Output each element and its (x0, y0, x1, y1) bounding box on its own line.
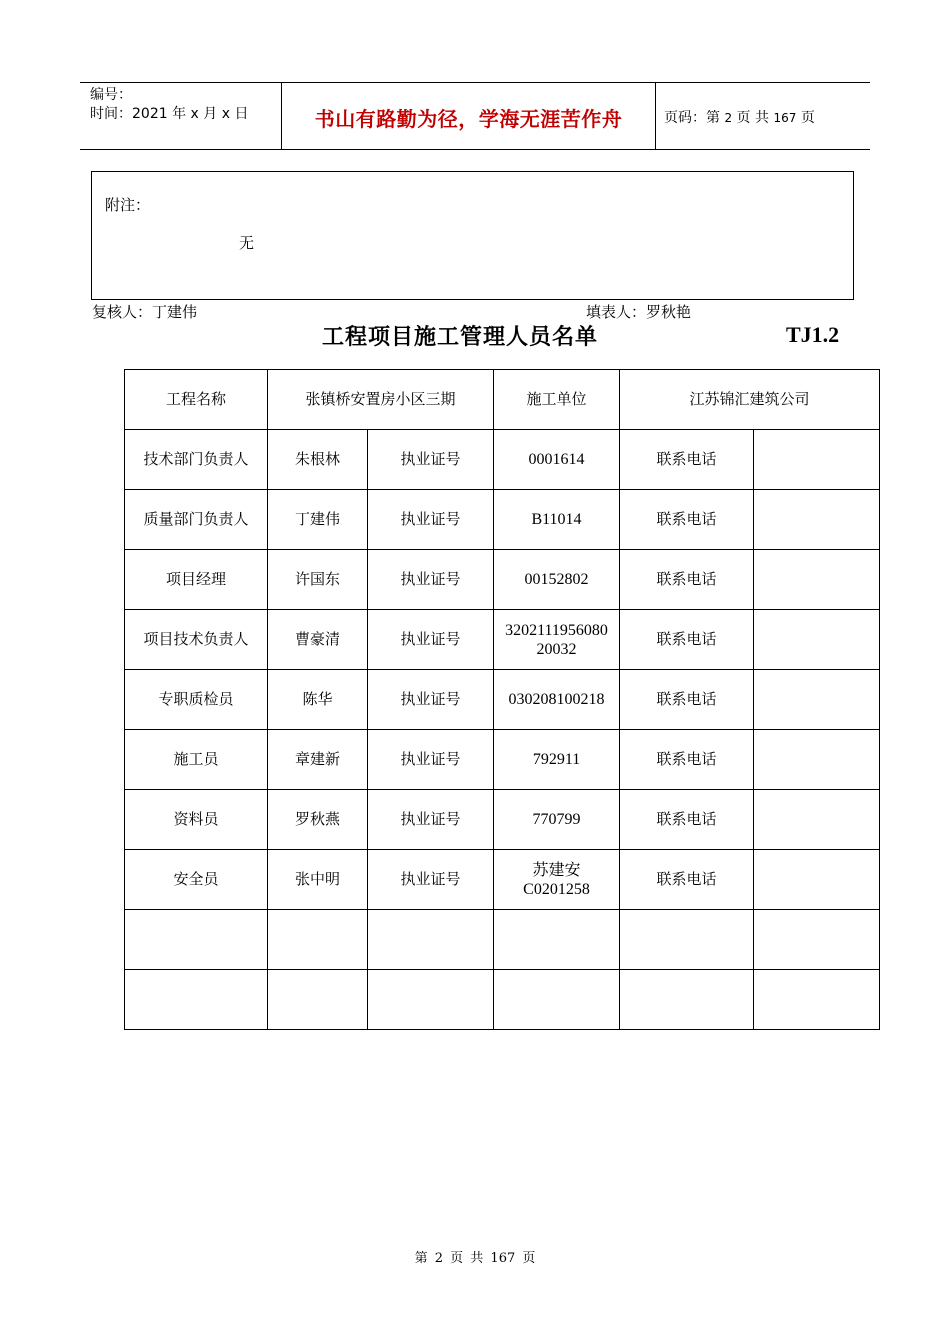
cert-number-line: 苏建安 (532, 861, 581, 879)
cert-number-line: 00152802 (524, 571, 589, 588)
cert-label-cell: 执业证号 (368, 610, 494, 670)
name-cell: 朱根林 (268, 430, 368, 490)
header-meta (90, 86, 248, 124)
name-cell: 丁建伟 (268, 490, 368, 550)
table-row (125, 790, 880, 850)
phone-label-cell: 联系电话 (620, 490, 754, 550)
header-bottom-rule (80, 149, 870, 150)
project-name-label: 工程名称 (125, 370, 268, 430)
phone-label-cell (620, 910, 754, 970)
role-cell: 施工员 (125, 730, 268, 790)
project-name-value: 张镇桥安置房小区三期 (268, 370, 494, 430)
phone-value-cell (754, 850, 880, 910)
table-row (125, 670, 880, 730)
phone-value-cell (754, 490, 880, 550)
name-cell: 曹豪清 (268, 610, 368, 670)
header-top-rule (80, 82, 870, 83)
name-cell: 陈华 (268, 670, 368, 730)
table-row (125, 850, 880, 910)
role-cell (125, 910, 268, 970)
page-total: 167 (773, 111, 797, 125)
form-code: TJ1.2 (786, 322, 840, 347)
cert-number-cell (494, 430, 620, 490)
cert-number-cell (494, 790, 620, 850)
page-prefix: 页码：第 (664, 110, 720, 126)
name-cell: 章建新 (268, 730, 368, 790)
cert-number-line: 0001614 (528, 451, 585, 468)
phone-value-cell (754, 550, 880, 610)
header-divider-right (655, 82, 656, 150)
page-current: 2 (724, 111, 733, 125)
cert-label-cell: 执业证号 (368, 850, 494, 910)
header-page-indicator (664, 107, 815, 127)
phone-label-cell: 联系电话 (620, 430, 754, 490)
role-cell: 资料员 (125, 790, 268, 850)
table-row (125, 910, 880, 970)
role-cell (125, 970, 268, 1030)
role-cell: 项目经理 (125, 550, 268, 610)
role-cell: 技术部门负责人 (125, 430, 268, 490)
role-cell: 质量部门负责人 (125, 490, 268, 550)
cert-label-cell (368, 970, 494, 1030)
table-row (125, 970, 880, 1030)
phone-label-cell: 联系电话 (620, 730, 754, 790)
role-cell: 安全员 (125, 850, 268, 910)
cert-number-line: 3202111956080 (505, 621, 608, 639)
cert-number-cell (494, 850, 620, 910)
name-cell: 罗秋燕 (268, 790, 368, 850)
reviewer-signature: 复核人：丁建伟 (92, 303, 198, 321)
phone-label-cell: 联系电话 (620, 550, 754, 610)
cert-number-line: B11014 (531, 511, 582, 528)
phone-value-cell (754, 910, 880, 970)
filler-signature: 填表人：罗秋艳 (586, 303, 692, 321)
note-box (91, 171, 854, 300)
cert-label-cell: 执业证号 (368, 670, 494, 730)
cert-label-cell: 执业证号 (368, 730, 494, 790)
cert-number-line: 770799 (532, 811, 581, 828)
page-mid: 页 共 (736, 110, 769, 126)
header-motto: 书山有路勤为径，学海无涯苦作舟 (314, 107, 623, 131)
name-cell: 张中明 (268, 850, 368, 910)
name-cell (268, 970, 368, 1030)
construction-unit-value: 江苏锦汇建筑公司 (620, 370, 880, 430)
cert-number-line: C0201258 (523, 880, 590, 898)
role-cell: 项目技术负责人 (125, 610, 268, 670)
phone-label-cell: 联系电话 (620, 850, 754, 910)
phone-label-cell: 联系电话 (620, 670, 754, 730)
staff-table (124, 369, 880, 1030)
cert-number-line: 792911 (532, 751, 581, 768)
cert-label-cell (368, 910, 494, 970)
page-suffix: 页 (800, 110, 815, 126)
name-cell (268, 910, 368, 970)
cert-number-cell (494, 730, 620, 790)
cert-number-cell (494, 490, 620, 550)
phone-label-cell (620, 970, 754, 1030)
cert-number-cell (494, 670, 620, 730)
note-value: 无 (239, 234, 255, 252)
serial-label: 编号： (90, 87, 132, 103)
staff-table-body (125, 370, 880, 1030)
phone-value-cell (754, 790, 880, 850)
phone-value-cell (754, 430, 880, 490)
name-cell: 许国东 (268, 550, 368, 610)
cert-label-cell: 执业证号 (368, 490, 494, 550)
time-line: 时间：2021 年 x 月 x 日 (90, 106, 249, 122)
phone-label-cell: 联系电话 (620, 610, 754, 670)
document-title: 工程项目施工管理人员名单 (322, 325, 599, 350)
phone-value-cell (754, 730, 880, 790)
construction-unit-label: 施工单位 (494, 370, 620, 430)
cert-number-cell (494, 910, 620, 970)
cert-number-cell (494, 610, 620, 670)
phone-value-cell (754, 610, 880, 670)
cert-number-line: 030208100218 (508, 691, 605, 708)
page-footer: 第 2 页 共 167 页 (414, 1251, 536, 1266)
table-row (125, 730, 880, 790)
cert-label-cell: 执业证号 (368, 550, 494, 610)
cert-number-cell (494, 550, 620, 610)
project-row (125, 370, 880, 430)
phone-value-cell (754, 970, 880, 1030)
cert-label-cell: 执业证号 (368, 430, 494, 490)
note-label: 附注： (105, 196, 151, 214)
table-row (125, 490, 880, 550)
role-cell: 专职质检员 (125, 670, 268, 730)
phone-label-cell: 联系电话 (620, 790, 754, 850)
table-row (125, 430, 880, 490)
cert-number-cell (494, 970, 620, 1030)
table-row (125, 610, 880, 670)
phone-value-cell (754, 670, 880, 730)
cert-number-line: 20032 (536, 640, 577, 658)
cert-label-cell: 执业证号 (368, 790, 494, 850)
table-row (125, 550, 880, 610)
